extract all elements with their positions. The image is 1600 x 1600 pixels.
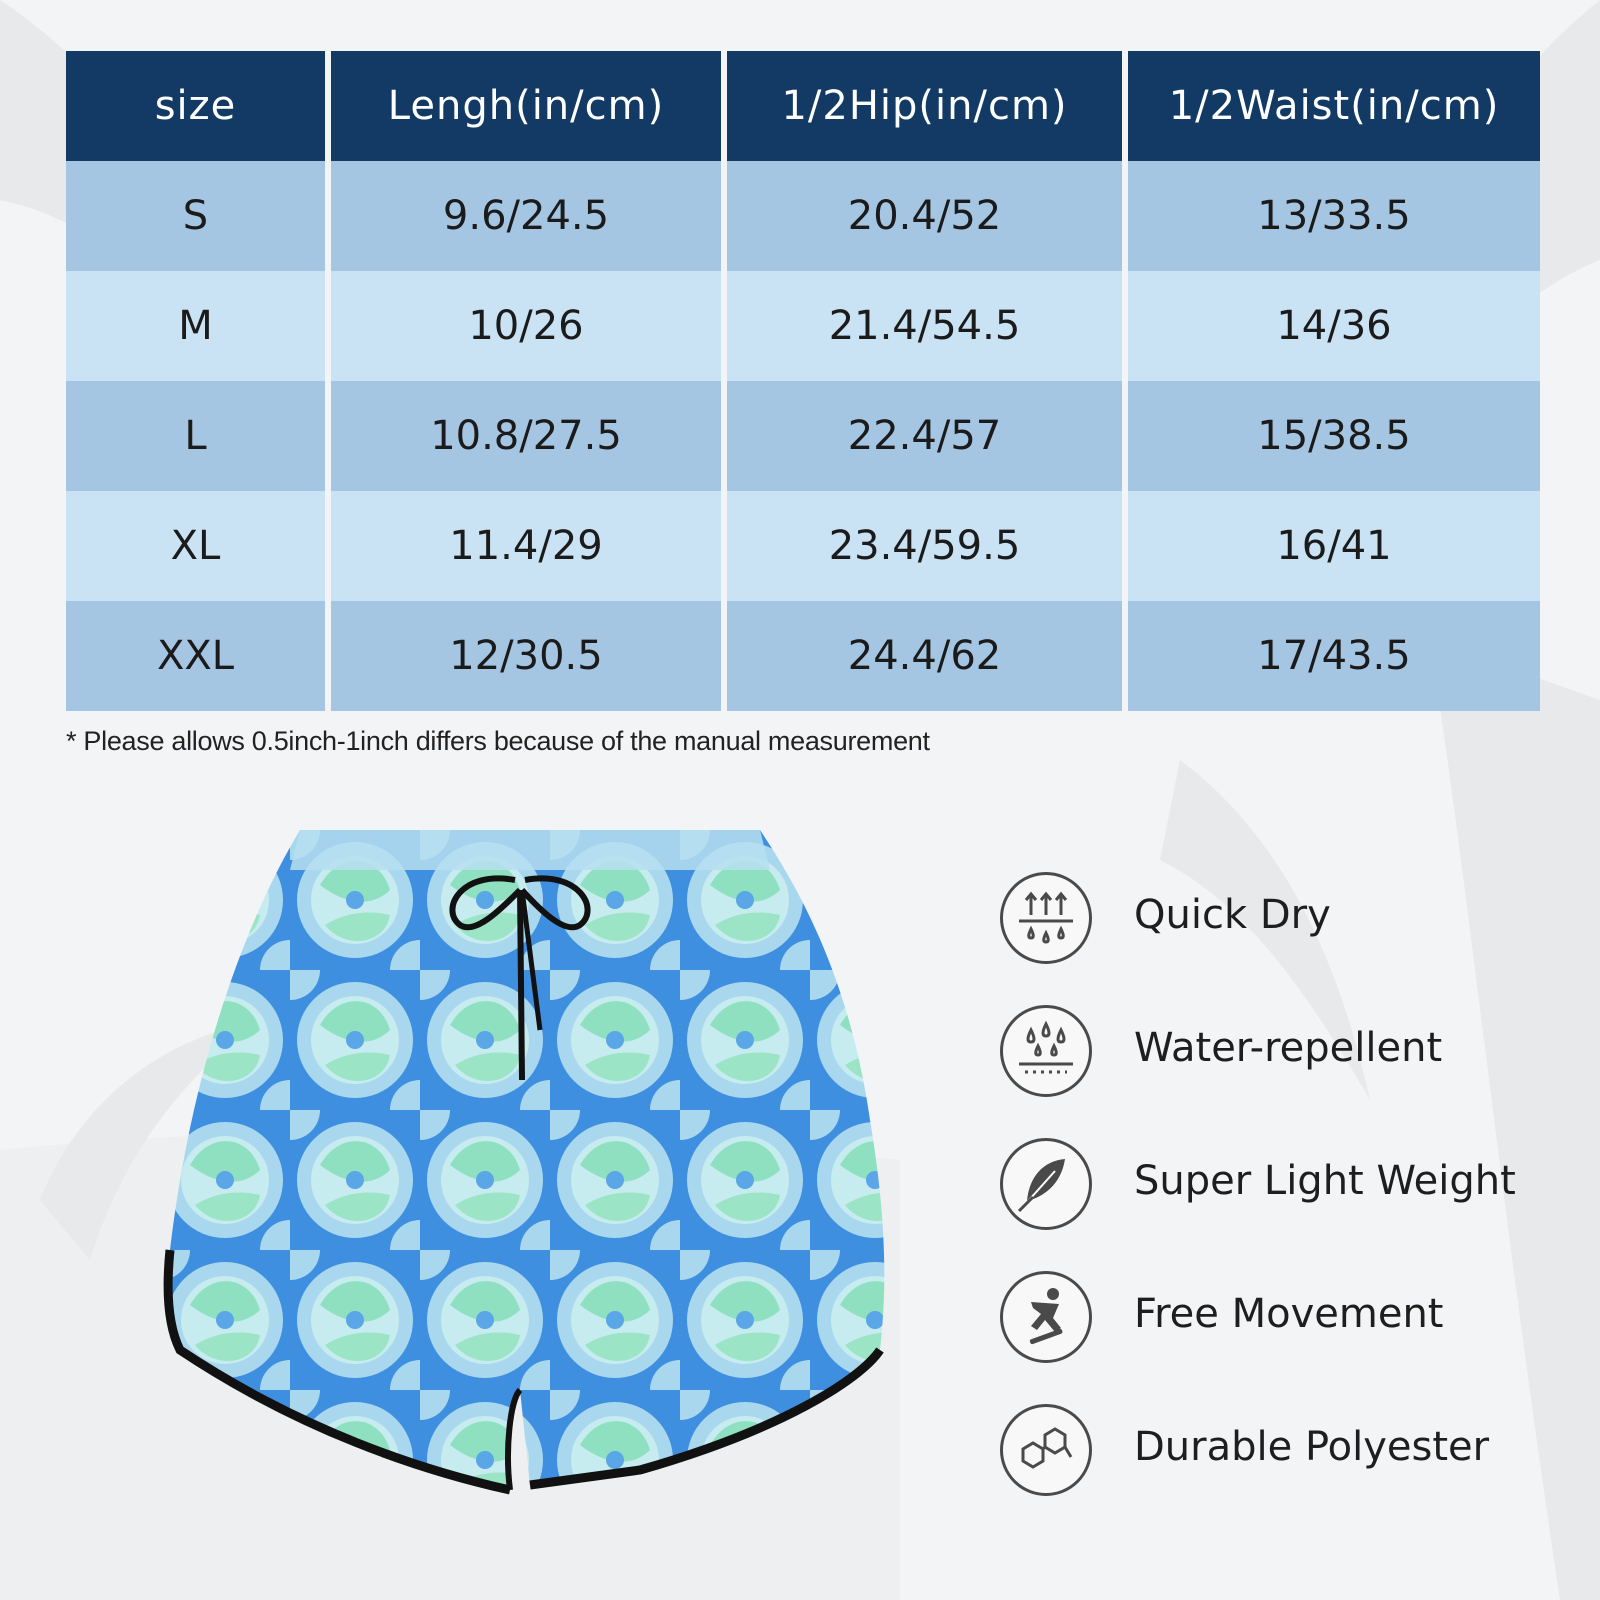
- cell-hip: 20.4/52: [727, 161, 1122, 271]
- cell-waist: 13/33.5: [1128, 161, 1540, 271]
- water-drops-icon: [1000, 1005, 1092, 1097]
- table-row: [66, 271, 1540, 381]
- feature-durable-polyester: [1000, 1404, 1560, 1504]
- header-length: Lengh(in/cm): [331, 51, 721, 161]
- feather-icon: [1000, 1138, 1092, 1230]
- feature-label: Super Light Weight: [1134, 1158, 1516, 1204]
- table-row: [66, 491, 1540, 601]
- quick-dry-icon: [1000, 872, 1092, 964]
- measurement-note: * Please allows 0.5inch-1inch differs because of the manual measurement: [66, 726, 930, 756]
- feature-free-movement: [1000, 1271, 1560, 1371]
- cell-hip: 24.4/62: [727, 601, 1122, 711]
- cell-length: 11.4/29: [331, 491, 721, 601]
- feature-quick-dry: [1000, 872, 1560, 972]
- size-chart-table: [60, 51, 1546, 711]
- table-row: [66, 161, 1540, 271]
- cell-waist: 16/41: [1128, 491, 1540, 601]
- cell-waist: 15/38.5: [1128, 381, 1540, 491]
- skateboarder-icon: [1000, 1271, 1092, 1363]
- cell-size: L: [66, 381, 325, 491]
- table-row: [66, 601, 1540, 711]
- cell-length: 9.6/24.5: [331, 161, 721, 271]
- shorts-product-image: [160, 830, 920, 1510]
- feature-label: Free Movement: [1134, 1291, 1444, 1337]
- table-header-row: [66, 51, 1540, 161]
- feature-light-weight: [1000, 1138, 1560, 1238]
- cell-length: 12/30.5: [331, 601, 721, 711]
- cell-size: XXL: [66, 601, 325, 711]
- cell-hip: 22.4/57: [727, 381, 1122, 491]
- cell-size: XL: [66, 491, 325, 601]
- cell-hip: 23.4/59.5: [727, 491, 1122, 601]
- header-half-hip: 1/2Hip(in/cm): [727, 51, 1122, 161]
- cell-size: M: [66, 271, 325, 381]
- molecule-icon: [1000, 1404, 1092, 1496]
- cell-waist: 17/43.5: [1128, 601, 1540, 711]
- feature-label: Water-repellent: [1134, 1025, 1443, 1071]
- table-row: [66, 381, 1540, 491]
- cell-size: S: [66, 161, 325, 271]
- feature-label: Quick Dry: [1134, 892, 1331, 938]
- feature-water-repellent: [1000, 1005, 1560, 1105]
- cell-waist: 14/36: [1128, 271, 1540, 381]
- cell-hip: 21.4/54.5: [727, 271, 1122, 381]
- cell-length: 10.8/27.5: [331, 381, 721, 491]
- header-half-waist: 1/2Waist(in/cm): [1128, 51, 1540, 161]
- cell-length: 10/26: [331, 271, 721, 381]
- header-size: size: [66, 51, 325, 161]
- feature-label: Durable Polyester: [1134, 1424, 1490, 1470]
